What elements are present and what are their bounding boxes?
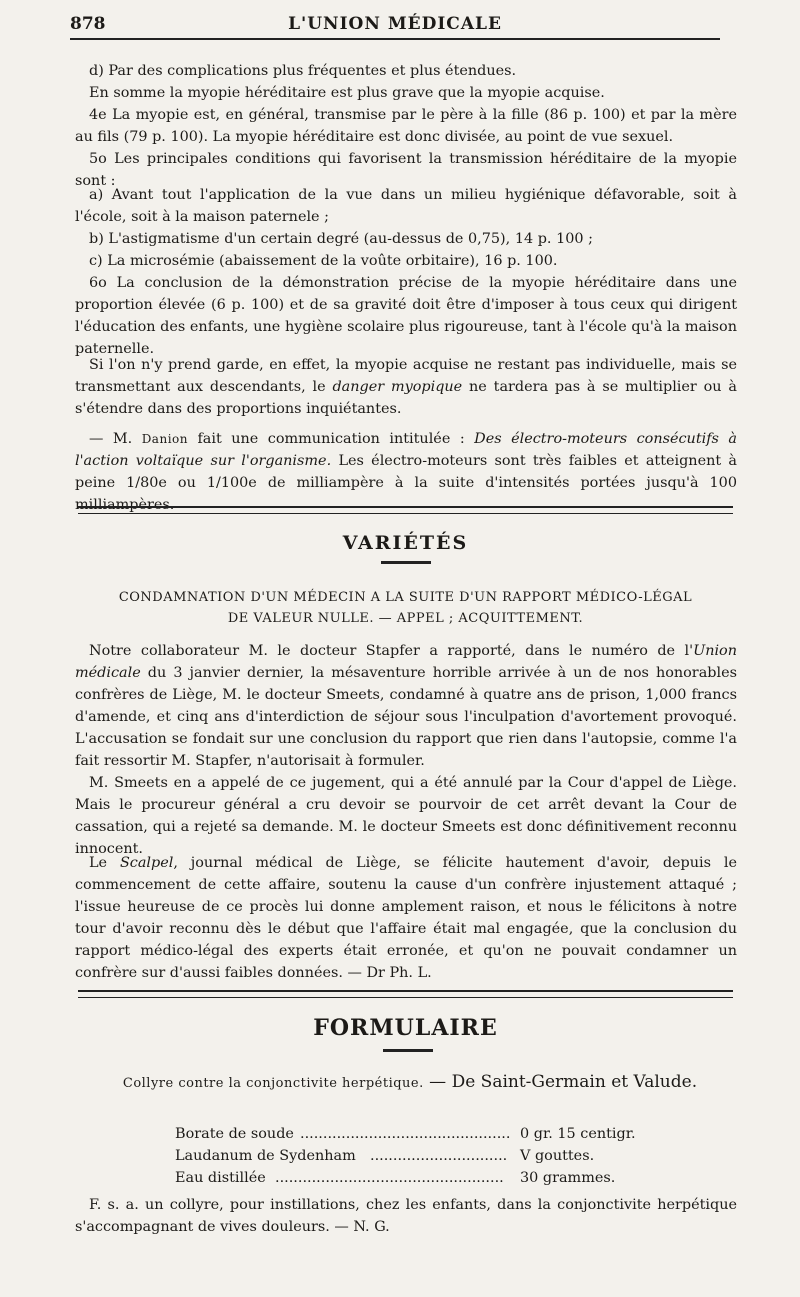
author-danion: Danion xyxy=(141,432,188,446)
section-rule-formulaire xyxy=(78,990,733,998)
formula-name: Collyre contre la conjonctivite herpétique. xyxy=(122,1076,424,1091)
communication-title: Des électro-moteurs consécutifs à l'action voltaïque sur l'organisme. xyxy=(75,431,737,469)
paragraph-point-a: a) Avant tout l'application de la vue dans un milieu hygiénique défavorable, soit à l'école, soit à la maison paternele ; xyxy=(75,187,737,225)
paragraph-appel: M. Smeets en a appelé de ce jugement, qui a été annulé par la Cour d'appel de Liège. Mais le procureur général a cru devoir se pourvoir de cet arrêt devant la Cour de cassation, qui a rejeté sa demande. M. le docteur Smeets est donc définitivement reconnu innocent. xyxy=(75,775,737,857)
formula-authors: — De Saint-Germain et Valude. xyxy=(423,1072,698,1092)
ingredient-list xyxy=(175,1126,655,1192)
paragraph-somme: En somme la myopie héréditaire est plus grave que la myopie acquise. xyxy=(89,85,605,101)
paragraph-point-4: 4e La myopie est, en général, transmise par le père à la fille (86 p. 100) et par la mère au fils (79 p. 100). La myopie héréditaire est donc divisée, au point de vue sexuel. xyxy=(75,107,737,145)
formula-title xyxy=(100,1072,720,1094)
ingredient-quantity: 30 grammes. xyxy=(520,1170,616,1186)
ingredient-name: Laudanum de Sydenham xyxy=(175,1148,356,1164)
paragraph-danger: Si l'on n'y prend garde, en effet, la myopie acquise ne restant pas individuelle, mais se transmettant aux descendants, le danger myopique ne tardera pas à se multiplier ou à s'étendre dans des proportions inquiétantes. xyxy=(75,357,737,417)
ingredient-row xyxy=(175,1148,655,1170)
union-medicale-ref: Union médicale xyxy=(75,643,737,681)
section-title-formulaire: FORMULAIRE xyxy=(313,1015,498,1041)
journal-title: L'UNION MÉDICALE xyxy=(288,14,502,34)
article-headline-2: DE VALEUR NULLE. — APPEL ; ACQUITTEMENT. xyxy=(227,611,584,626)
formula-instructions: F. s. a. un collyre, pour instillations, chez les enfants, dans la conjonctivite herpétique s'accompagnant de vives douleurs. — N. G. xyxy=(75,1197,737,1235)
paragraph-point-b: b) L'astigmatisme d'un certain degré (au-dessus de 0,75), 14 p. 100 ; xyxy=(89,231,593,247)
ingredient-name: Borate de soude xyxy=(175,1126,294,1142)
ingredient-row xyxy=(175,1170,655,1192)
ingredient-quantity: V gouttes. xyxy=(520,1148,595,1164)
dot-leader: .............................................. xyxy=(300,1126,510,1142)
paragraph-point-6: 6o La conclusion de la démonstration précise de la myopie héréditaire dans une proportion élevée (6 p. 100) et de sa gravité doit être d'imposer à tous ceux qui dirigent l'éducation des enfants, une hygiène scolaire plus rigoureuse, tant à l'école qu'à la maison paternelle. xyxy=(75,275,737,357)
paragraph-stapfer: Notre collaborateur M. le docteur Stapfer a rapporté, dans le numéro de l'Union médicale du 3 janvier dernier, la mésaventure horrible arrivée à un de nos honorables confrères de Liège, M. le docteur Smeets, condamné à quatre ans de prison, 1,000 francs d'amende, et cinq ans d'interdiction de séjour sous l'inculpation d'avortement provoqué. L'accusation se fondait sur une conclusion du rapport que rien dans l'autopsie, comme l'a fait ressortir M. Stapfer, n'autorisait à formuler. xyxy=(75,643,737,769)
scalpel-ref: Scalpel xyxy=(119,855,174,871)
title-underline xyxy=(381,561,431,564)
ingredient-quantity: 0 gr. 15 centigr. xyxy=(520,1126,636,1142)
paragraph-point-5: 5o Les principales conditions qui favorisent la transmission héréditaire de la myopie sont : xyxy=(75,151,737,189)
section-title-varietes: VARIÉTÉS xyxy=(342,532,469,554)
danger-myopique-text: danger myopique xyxy=(332,379,463,395)
page-header xyxy=(70,14,720,36)
dot-leader: .............................. xyxy=(370,1148,508,1164)
paragraph-scalpel: Le Scalpel, journal médical de Liège, se félicite hautement d'avoir, depuis le commencement de cette affaire, soutenu la cause d'un confrère injustement attaqué ; l'issue heureuse de ce procès lui donne amplement raison, et nous le félicitons à notre tour d'avoir reconnu dès le début que l'affaire était mal engagée, que la conclusion du rapport médico-légal des experts était erronée, et qu'on ne pouvait condamner un confrère sur d'aussi faibles données. — Dr Ph. L. xyxy=(75,855,737,981)
page-number: 878 xyxy=(70,14,106,34)
ingredient-row xyxy=(175,1126,655,1148)
header-rule xyxy=(70,38,720,40)
paragraph-point-c: c) La microsémie (abaissement de la voûte orbitaire), 16 p. 100. xyxy=(89,253,558,269)
paragraph-complications: d) Par des complications plus fréquentes et plus étendues. xyxy=(89,63,517,79)
paragraph-danion: — M. Danion fait une communication intitulée : Des électro-moteurs consécutifs à l'action voltaïque sur l'organisme. Les électro-moteurs sont très faibles et atteignent à peine 1/80e ou 1/100e de milliampère à la suite d'intensités portées jusqu'à 100 milliampères. xyxy=(75,431,738,513)
formulaire-underline xyxy=(383,1049,433,1052)
section-rule-varietes xyxy=(78,506,733,514)
article-headline-1: CONDAMNATION D'UN MÉDECIN A LA SUITE D'UN RAPPORT MÉDICO-LÉGAL xyxy=(118,590,693,605)
dot-leader: .................................................. xyxy=(275,1170,504,1186)
ingredient-name: Eau distillée xyxy=(175,1170,266,1186)
